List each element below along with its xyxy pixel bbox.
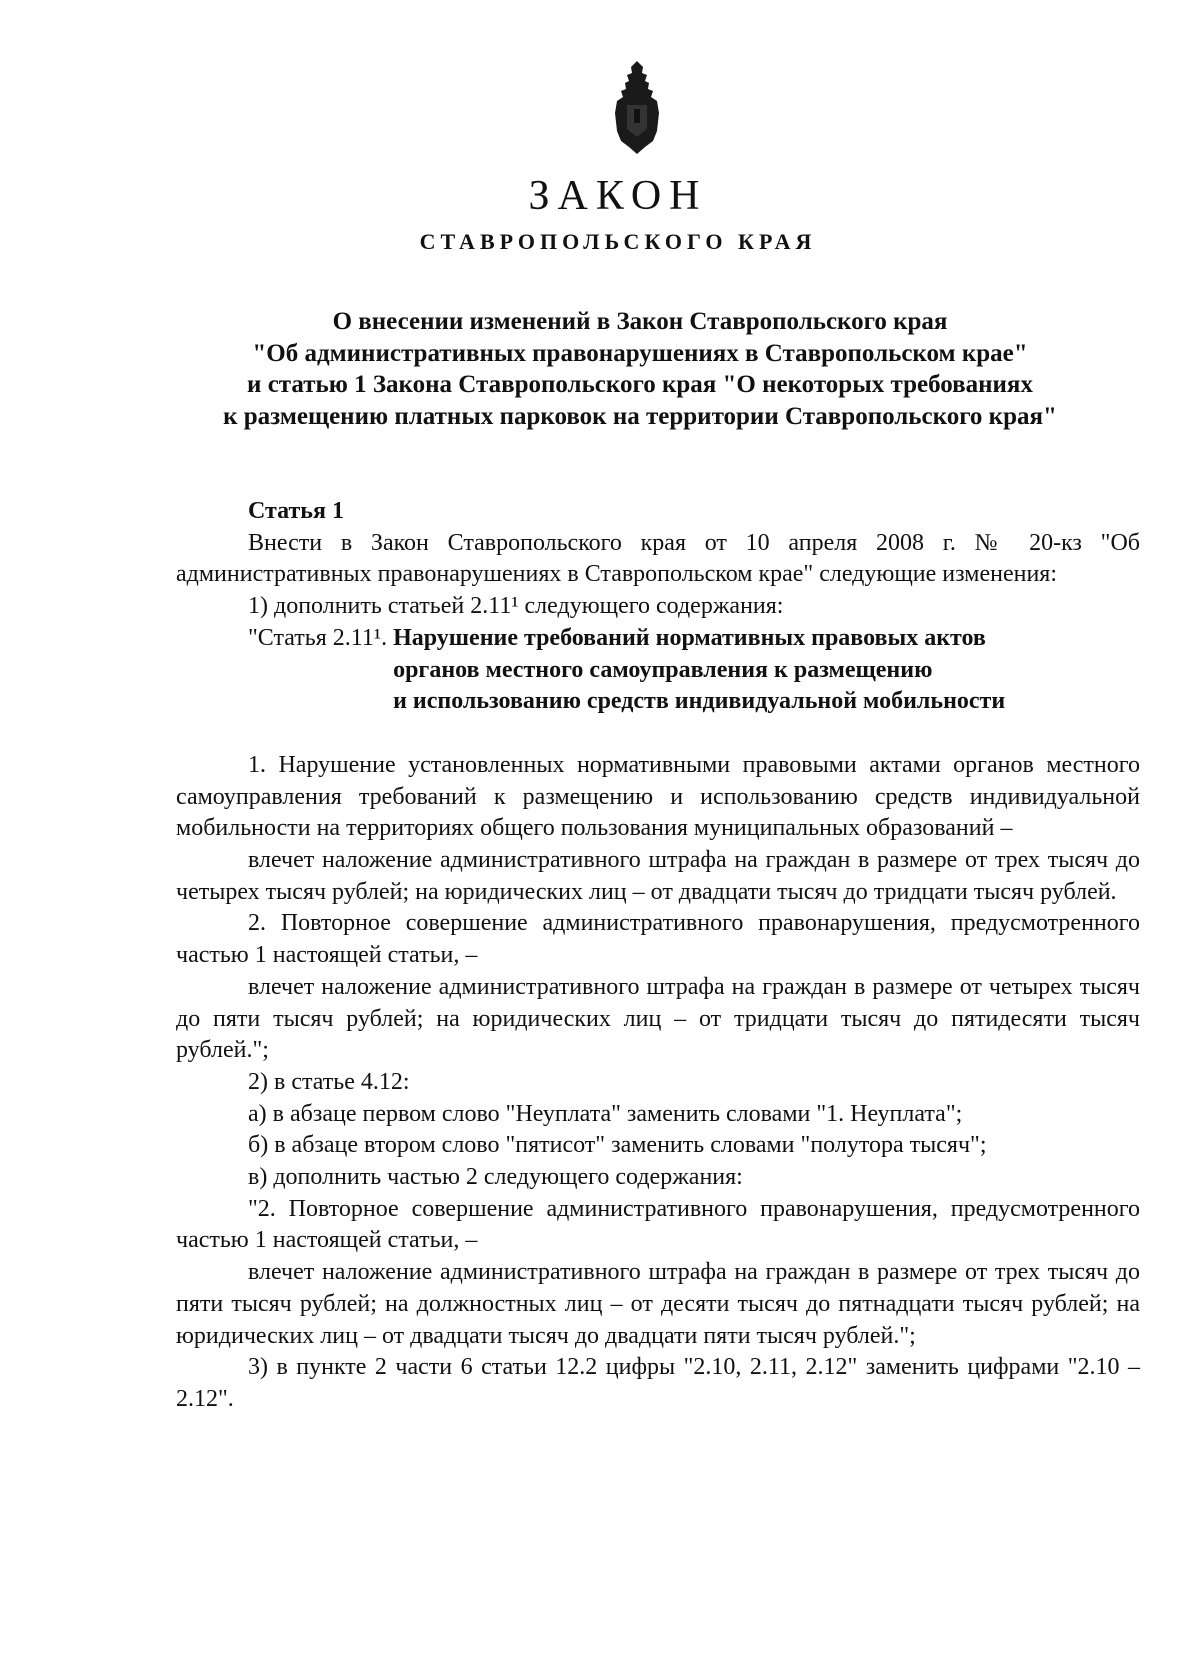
heading-line: и статью 1 Закона Ставропольского края "О некоторых требованиях xyxy=(247,371,1033,398)
item-1: 1) дополнить статьей 2.11¹ следующего содержания: xyxy=(248,593,784,620)
law-title: ЗАКОН xyxy=(528,173,708,219)
law-subtitle: СТАВРОПОЛЬСКОГО КРАЯ xyxy=(419,229,817,254)
paragraph: влечет наложение административного штрафа на граждан в размере от четырех тысяч до пяти тысяч рублей; на юридических лиц – от тридцати тысяч до пятидесяти тысяч рублей."; xyxy=(176,973,1140,1064)
paragraph: влечет наложение административного штрафа на граждан в размере от трех тысяч до четырех тысяч рублей; на юридических лиц – от двадцати тысяч до тридцати тысяч рублей. xyxy=(176,847,1140,905)
new-article-heading xyxy=(176,623,1140,718)
heading-line: "Об административных правонарушениях в Ставропольском крае" xyxy=(252,339,1028,367)
law-body xyxy=(176,496,1140,1416)
paragraph: 3) в пункте 2 части 6 статьи 12.2 цифры "2.10, 2.11, 2.12" заменить цифрами "2.10 – 2.12". xyxy=(176,1354,1140,1412)
heading-line: О внесении изменений в Закон Ставропольского края xyxy=(332,308,948,335)
new-article-title-line: Нарушение требований нормативных правовых актов xyxy=(393,624,986,651)
paragraph: б) в абзаце втором слово "пятисот" заменить словами "полутора тысяч"; xyxy=(248,1132,987,1159)
coat-of-arms-icon xyxy=(609,61,665,154)
new-article-title-line: и использованию средств индивидуальной мобильности xyxy=(393,688,1006,715)
new-article-title xyxy=(393,623,1005,718)
paragraph: 1. Нарушение установленных нормативными правовыми актами органов местного самоуправления требований к размещению и использованию средств индивидуальной мобильности на территориях общего пользования муниципальных образований – xyxy=(176,751,1140,842)
new-article-title-line: органов местного самоуправления к размещению xyxy=(393,656,933,683)
paragraph: "2. Повторное совершение административного правонарушения, предусмотренного частью 1 настоящей статьи, – xyxy=(176,1195,1140,1254)
article-intro: Внести в Закон Ставропольского края от 10 апреля 2008 г. № 20-кз "Об административных правонарушениях в Ставропольском крае" следующие изменения: xyxy=(176,529,1140,588)
paragraph: в) дополнить частью 2 следующего содержания: xyxy=(248,1164,743,1191)
article-title: Статья 1 xyxy=(248,498,344,524)
new-article-label: "Статья 2.11¹. xyxy=(248,624,388,651)
paragraph: а) в абзаце первом слово "Неуплата" заменить словами "1. Неуплата"; xyxy=(248,1100,963,1127)
paragraph: влечет наложение административного штрафа на граждан в размере от трех тысяч до пяти тысяч рублей; на должностных лиц – от десяти тысяч до пятнадцати тысяч рублей; на юридических лиц – от двадцати тысяч до двадцати пяти тысяч рублей."; xyxy=(176,1259,1140,1349)
paragraph: 2) в статье 4.12: xyxy=(248,1068,410,1095)
paragraph: 2. Повторное совершение административного правонарушения, предусмотренного частью 1 настоящей статьи, – xyxy=(176,910,1140,969)
law-heading xyxy=(140,306,1140,432)
heading-line: к размещению платных парковок на территории Ставропольского края" xyxy=(223,402,1057,430)
